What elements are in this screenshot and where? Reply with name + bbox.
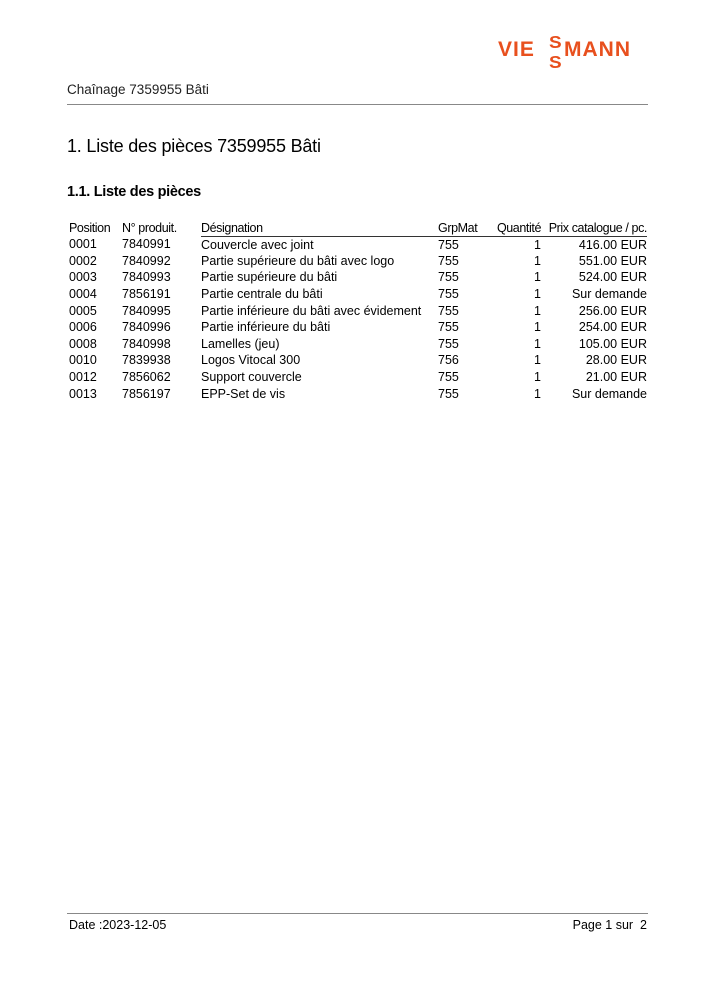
cell-grpmat: 756 <box>438 353 459 368</box>
cell-quantity: 1 <box>534 386 541 401</box>
cell-quantity: 1 <box>534 370 541 385</box>
footer-divider <box>67 913 648 914</box>
table-row <box>69 286 647 303</box>
cell-grpmat: 755 <box>438 370 459 385</box>
cell-product: 7856191 <box>122 287 171 302</box>
cell-grpmat: 755 <box>438 270 459 285</box>
table-row <box>69 302 647 319</box>
logo-s-top: S <box>549 32 562 52</box>
cell-position: 0012 <box>69 370 97 385</box>
cell-quantity: 1 <box>534 320 541 335</box>
logo-text-left: VIE <box>498 38 535 61</box>
table-row <box>69 269 647 286</box>
cell-quantity: 1 <box>534 336 541 351</box>
cell-grpmat: 755 <box>438 287 459 302</box>
column-header-grpmat: GrpMat <box>438 221 494 236</box>
table-row <box>69 236 647 253</box>
cell-position: 0004 <box>69 287 97 302</box>
header-divider <box>67 104 648 105</box>
column-header-product: N° produit. <box>122 221 177 235</box>
cell-grpmat: 755 <box>438 253 459 268</box>
cell-designation: Logos Vitocal 300 <box>201 353 301 368</box>
cell-grpmat: 755 <box>438 336 459 351</box>
cell-price: 28.00 EUR <box>585 353 647 368</box>
cell-product: 7840992 <box>122 253 171 268</box>
column-header-position: Position <box>69 221 111 235</box>
cell-designation: EPP-Set de vis <box>201 386 286 401</box>
table-row <box>69 352 647 369</box>
footer-date: Date :2023-12-05 <box>69 918 167 932</box>
cell-position: 0003 <box>69 270 97 285</box>
cell-price: 105.00 EUR <box>578 336 647 351</box>
column-header-price: Prix catalogue / pc. <box>541 221 647 236</box>
cell-quantity: 1 <box>534 237 541 252</box>
cell-product: 7840998 <box>122 336 171 351</box>
section-heading: 1. Liste des pièces 7359955 Bâti <box>67 136 321 156</box>
cell-quantity: 1 <box>534 287 541 302</box>
viessmann-logo <box>498 30 650 70</box>
cell-grpmat: 755 <box>438 320 459 335</box>
cell-position: 0005 <box>69 303 97 318</box>
cell-price: 551.00 EUR <box>578 253 647 268</box>
cell-designation: Lamelles (jeu) <box>201 336 280 351</box>
cell-position: 0006 <box>69 320 97 335</box>
cell-product: 7839938 <box>122 353 171 368</box>
cell-product: 7856197 <box>122 386 171 401</box>
cell-quantity: 1 <box>534 270 541 285</box>
cell-price: 254.00 EUR <box>578 320 647 335</box>
cell-designation: Partie supérieure du bâti avec logo <box>201 253 395 268</box>
cell-position: 0013 <box>69 386 97 401</box>
cell-quantity: 1 <box>534 253 541 268</box>
document-header-title: Chaînage 7359955 Bâti <box>67 82 209 97</box>
cell-product: 7840996 <box>122 320 171 335</box>
cell-product: 7856062 <box>122 370 171 385</box>
cell-grpmat: 755 <box>438 386 459 401</box>
table-row <box>69 369 647 386</box>
table-row <box>69 336 647 353</box>
cell-designation: Support couvercle <box>201 370 302 385</box>
cell-price: Sur demande <box>571 386 647 401</box>
cell-grpmat: 755 <box>438 303 459 318</box>
logo-text-right: MANN <box>564 38 631 61</box>
cell-designation: Couvercle avec joint <box>201 237 314 252</box>
column-header-quantity: Quantité <box>494 221 541 236</box>
cell-position: 0010 <box>69 353 97 368</box>
table-body <box>69 236 647 402</box>
logo-s-bottom: S <box>549 52 562 70</box>
cell-quantity: 1 <box>534 303 541 318</box>
cell-price: 416.00 EUR <box>578 237 647 252</box>
subsection-heading: 1.1. Liste des pièces <box>67 184 201 200</box>
page-number: Page 1 sur 2 <box>572 918 647 932</box>
cell-price: 524.00 EUR <box>578 270 647 285</box>
table-row <box>69 253 647 270</box>
cell-product: 7840991 <box>122 237 171 252</box>
cell-product: 7840995 <box>122 303 171 318</box>
cell-price: 21.00 EUR <box>585 370 647 385</box>
table-row <box>69 319 647 336</box>
table-header-row <box>69 221 647 236</box>
cell-designation: Partie inférieure du bâti <box>201 320 331 335</box>
cell-price: Sur demande <box>571 287 647 302</box>
cell-designation: Partie centrale du bâti <box>201 287 323 302</box>
cell-position: 0008 <box>69 336 97 351</box>
cell-grpmat: 755 <box>438 237 459 252</box>
column-header-designation: Désignation <box>201 221 438 236</box>
cell-quantity: 1 <box>534 353 541 368</box>
cell-position: 0001 <box>69 237 97 252</box>
parts-list-table <box>69 221 647 402</box>
cell-designation: Partie supérieure du bâti <box>201 270 338 285</box>
table-row <box>69 385 647 402</box>
cell-price: 256.00 EUR <box>578 303 647 318</box>
cell-designation: Partie inférieure du bâti avec évidement <box>201 303 422 318</box>
cell-product: 7840993 <box>122 270 171 285</box>
cell-position: 0002 <box>69 253 97 268</box>
